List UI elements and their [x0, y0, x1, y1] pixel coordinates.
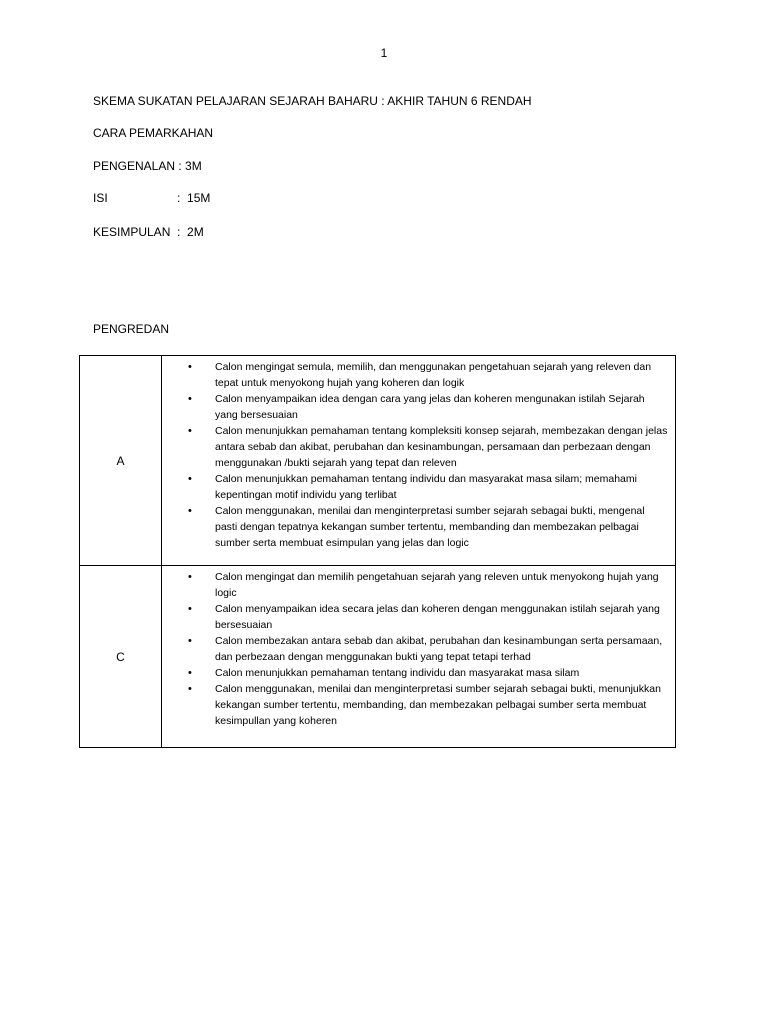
cara-pemarkahan-heading: CARA PEMARKAHAN [93, 126, 214, 140]
grade-row-c [80, 566, 676, 748]
isi-separator: : [177, 191, 188, 205]
pengenalan-separator: : [175, 159, 186, 173]
criterion-item: • Calon menunjukkan pemahaman tentang individu dan masyarakat masa silam; memahami kepentingan motif individu yang terlibat [184, 471, 669, 503]
criteria-cell [162, 356, 676, 566]
criteria-list [184, 359, 669, 551]
isi-label: ISI [93, 191, 108, 205]
pengredan-heading: PENGREDAN [93, 322, 170, 336]
isi-line [93, 191, 210, 205]
kesimpulan-line [93, 225, 204, 239]
criterion-item: • Calon menggunakan, menilai dan menginterpretasi sumber sejarah sebagai bukti, mengenal pasti dengan tepatnya kekangan sumber tertentu, membanding dan membezakan pelbagai sumber serta membuat esimpulan yang jelas dan logic [184, 503, 669, 551]
grade-row-a [80, 356, 676, 566]
criteria-list [184, 569, 669, 729]
kesimpulan-marks: 2M [187, 225, 204, 239]
criteria-cell [162, 566, 676, 748]
criterion-item: • Calon menyampaikan idea dengan cara yang jelas dan koheren mengunakan istilah Sejarah yang bersesuaian [184, 391, 669, 423]
page-number: 1 [380, 46, 388, 60]
criterion-item: • Calon membezakan antara sebab dan akibat, perubahan dan kesinambungan serta persamaan, dan perbezaan dengan menggunakan bukti yang tepat tetapi terhad [184, 633, 669, 665]
criterion-item: • Calon menunjukkan pemahaman tentang individu dan masyarakat masa silam [184, 665, 669, 681]
grading-table [79, 355, 676, 748]
kesimpulan-label: KESIMPULAN [93, 225, 171, 239]
pengenalan-label: PENGENALAN [93, 159, 176, 173]
criterion-item: • Calon mengingat dan memilih pengetahuan sejarah yang releven untuk menyokong hujah yang logic [184, 569, 669, 601]
pengenalan-marks: 3M [185, 159, 202, 173]
kesimpulan-separator: : [170, 225, 188, 239]
criterion-item: • Calon menunjukkan pemahaman tentang kompleksiti konsep sejarah, membezakan dengan jelas antara sebab dan akibat, perubahan dan kesinambungan, persamaan dan perbezaan dengan menggunakan /bukti sejarah yang tepat dan releven [184, 423, 669, 471]
criterion-item: • Calon mengingat semula, memilih, dan menggunakan pengetahuan sejarah yang releven dan tepat untuk menyokong hujah yang koheren dan logik [184, 359, 669, 391]
grade-label: A [80, 356, 162, 566]
grade-label: C [80, 566, 162, 748]
isi-marks: 15M [187, 191, 211, 205]
criterion-item: • Calon menyampaikan idea secara jelas dan koheren dengan menggunakan istilah sejarah yang bersesuaian [184, 601, 669, 633]
criterion-item: • Calon menggunakan, menilai dan menginterpretasi sumber sejarah sebagai bukti, menunjukkan kekangan sumber tertentu, membanding, dan membezakan pelbagai sumber serta membuat kesimpullan yang koheren [184, 681, 669, 729]
pengenalan-line [93, 159, 202, 173]
document-title: SKEMA SUKATAN PELAJARAN SEJARAH BAHARU : AKHIR TAHUN 6 RENDAH [93, 94, 532, 108]
